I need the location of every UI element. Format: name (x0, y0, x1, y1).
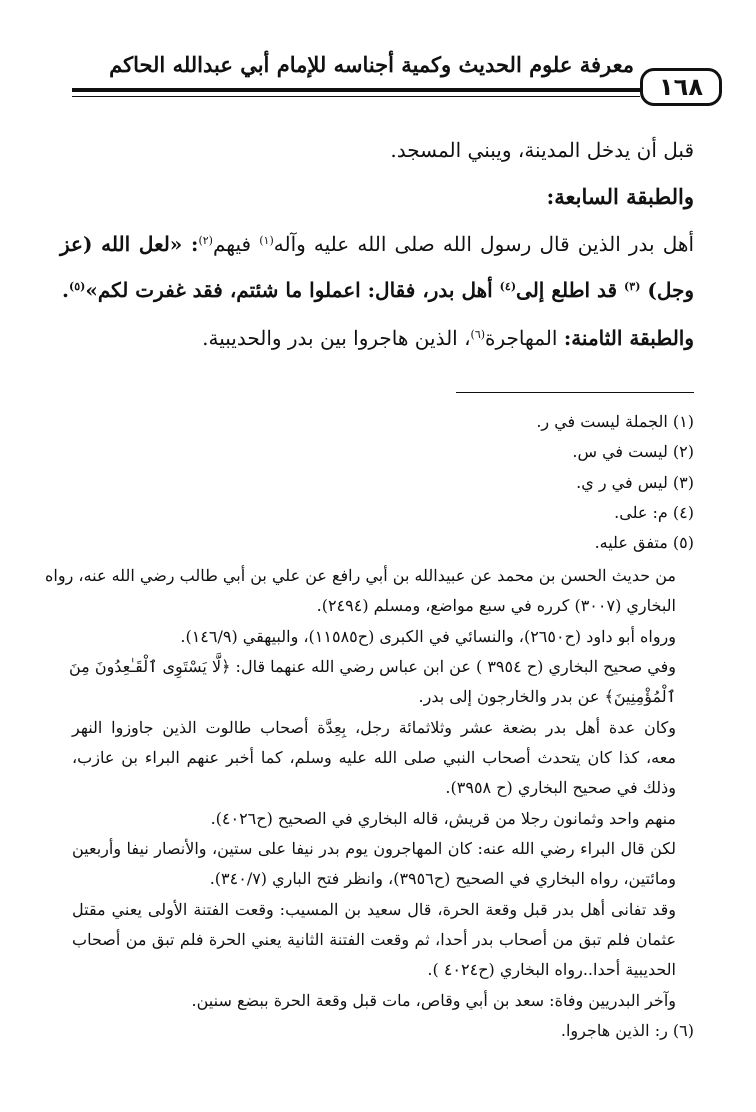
footnote-ref-4[interactable]: (٤) (499, 280, 517, 293)
footnote-5-line: ومائتين، رواه البخاري في الصحيح (ح٣٩٥٦)، وانظر فتح الباري (٣٤٠/٧). (209, 869, 676, 888)
footnote-ref-6[interactable]: (٦) (470, 328, 486, 341)
hadith-quote-a: وجل) (640, 278, 694, 302)
footnote-5-line: ٱلْمُؤْمِنِينَ﴾ عن بدر والخارجون إلى بدر. (418, 687, 676, 706)
footnote-3: (٣) ليس في ر ي. (576, 473, 694, 492)
footnote-1: (١) الجملة ليست في ر. (536, 412, 694, 431)
footnote-ref-2[interactable]: (٢) (198, 234, 213, 247)
seventh-class-line-1 (60, 232, 694, 256)
footnote-separator (456, 392, 694, 393)
header-rule-thick (72, 88, 640, 92)
heading-seventh-class: والطبقة السابعة: (546, 184, 694, 209)
footnote-6: (٦) ر: الذين هاجروا. (560, 1021, 694, 1040)
hadith-quote-b: قد اطلع إلى (516, 278, 625, 302)
footnote-5-line: عثمان فلم تبق من أصحاب بدر أحدا، ثم وقعت الفتنة الثانية يعني الحرة فلم تبق من أصحاب (72, 930, 676, 949)
body-line-1: قبل أن يدخل المدينة، ويبني المسجد. (390, 138, 694, 162)
eighth-text-a: المهاجرة (485, 326, 564, 350)
hadith-quote-end: . (62, 278, 69, 302)
footnote-5-line: وذلك في صحيح البخاري (ح ٣٩٥٨). (445, 778, 676, 797)
footnote-5-line: وقد تفانى أهل بدر قبل وقعة الحرة، قال سعيد بن المسيب: وقعت الفتنة الأولى يعني مقتل (72, 900, 676, 919)
footnote-5-line: لكن قال البراء رضي الله عنه: كان المهاجرون يوم بدر نيفا على ستين، والأنصار نيفا وأربعين (72, 839, 676, 858)
hadith-quote-start: : «لعل الله (عز (60, 232, 199, 256)
footnote-5-line: منهم واحد وثمانون رجلا من قريش، قاله البخاري في الصحيح (ح٤٠٢٦). (210, 809, 676, 828)
footnote-5-line: الحديبية أحدا..رواه البخاري (ح٤٠٢٤ ). (427, 960, 676, 979)
footnote-2: (٢) ليست في س. (572, 442, 694, 461)
eighth-class-line (60, 326, 694, 350)
footnote-ref-1[interactable]: (١) (259, 234, 274, 247)
hadith-quote-c: أهل بدر، فقال: اعملوا ما شئتم، فقد غفرت لكم» (85, 278, 500, 302)
footnote-ref-3[interactable]: (٣) (624, 280, 641, 293)
footnote-4: (٤) م: على. (614, 503, 694, 522)
footnote-5-line: ورواه أبو داود (ح٢٦٥٠)، والنسائي في الكبرى (ح١١٥٨٥)، والبيهقي (١٤٦/٩). (180, 627, 676, 646)
running-title: معرفة علوم الحديث وكمية أجناسه للإمام أبي عبدالله الحاكم (109, 52, 634, 77)
header-rule-thin (72, 96, 640, 97)
seventh-text-b: فيهم (212, 232, 260, 256)
footnote-5-line: وكان عدة أهل بدر بضعة عشر وثلاثمائة رجل، بِعِدَّة أصحاب طالوت الذين جاوزوا النهر (72, 718, 676, 737)
footnote-5-line: وآخر البدريين وفاة: سعد بن أبي وقاص، مات قبل وقعة الحرة ببضع سنين. (191, 991, 676, 1010)
eighth-text-b: ، الذين هاجروا بين بدر والحديبية. (202, 326, 471, 350)
footnote-5-line: معه، كذا كان يتحدث أصحاب النبي صلى الله عليه وسلم، كما أخبر عنهم البراء بن عازب، (72, 748, 676, 767)
footnote-5: (٥) متفق عليه. (594, 533, 694, 552)
heading-eighth-class: والطبقة الثامنة: (563, 326, 694, 350)
page-number: ١٦٨ (640, 68, 722, 106)
footnote-5-line: من حديث الحسن بن محمد عن عبيدالله بن أبي رافع عن علي بن أبي طالب رضي الله عنه، رواه (45, 566, 676, 585)
footnote-ref-5[interactable]: (٥) (69, 280, 86, 293)
footnote-5-line: وفي صحيح البخاري (ح ٣٩٥٤ ) عن ابن عباس رضي الله عنهما قال: ﴿لَّا يَسْتَوِى ٱلْقَـٰعِدُونَ مِنَ (68, 657, 676, 676)
footnote-5-line: البخاري (٣٠٠٧) كرره في سبع مواضع، ومسلم (٢٤٩٤). (316, 596, 676, 615)
seventh-text-a: أهل بدر الذين قال رسول الله صلى الله عليه وآله (273, 232, 695, 256)
seventh-class-line-2 (60, 278, 694, 302)
